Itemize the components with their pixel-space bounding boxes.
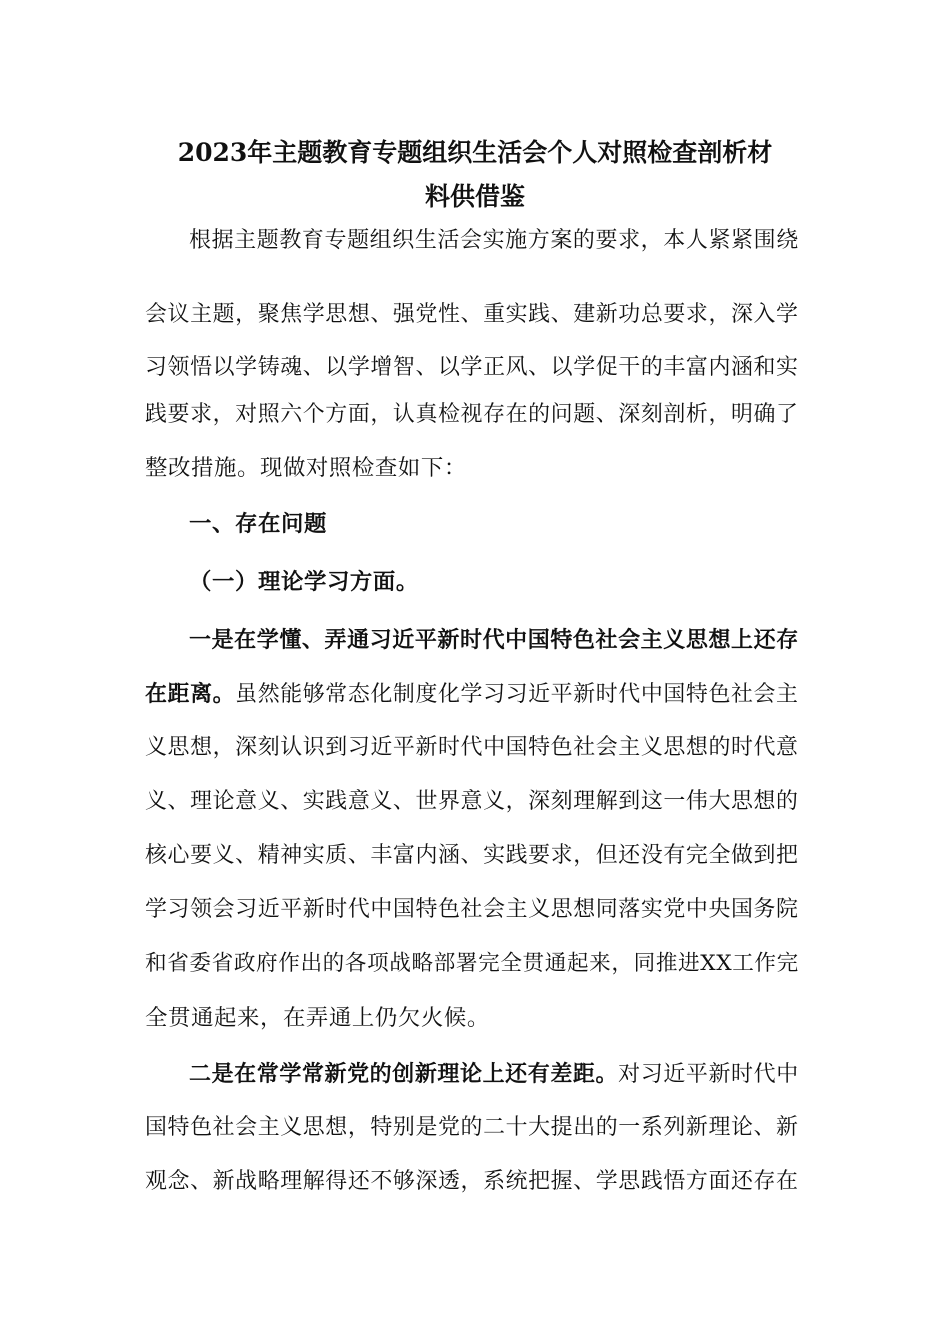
intro-line: 会议主题，聚焦学思想、强党性、重实践、建新功总要求，深入学	[145, 302, 799, 327]
point-2-line	[189, 1058, 805, 1091]
point-2-line: 观念、新战略理解得还不够深透，系统把握、学思践悟方面还存在	[145, 1169, 799, 1194]
point-2-text: 对习近平新时代中	[618, 1062, 799, 1087]
point-1-line: 义思想，深刻认识到习近平新时代中国特色社会主义思想的时代意	[145, 735, 799, 760]
point-2-line: 国特色社会主义思想，特别是党的二十大提出的一系列新理论、新	[145, 1115, 799, 1140]
section-heading: 一、存在问题	[189, 511, 327, 537]
document-title-line-2: 料供借鉴	[424, 182, 525, 211]
point-1-line: 学习领会习近平新时代中国特色社会主义思想同落实党中央国务院	[145, 897, 799, 922]
point-1-line	[145, 678, 805, 711]
point-1-line: 核心要义、精神实质、丰富内涵、实践要求，但还没有完全做到把	[145, 843, 799, 868]
point-1-heading-line: 一是在学懂、弄通习近平新时代中国特色社会主义思想上还存	[189, 627, 799, 653]
intro-line: 根据主题教育专题组织生活会实施方案的要求，本人紧紧围绕	[189, 228, 799, 253]
point-1-line: 义、理论意义、实践意义、世界意义，深刻理解到这一伟大思想的	[145, 789, 799, 814]
intro-line: 践要求，对照六个方面，认真检视存在的问题、深刻剖析，明确了	[145, 402, 799, 427]
document-title-line-1: 2023年主题教育专题组织生活会个人对照检查剖析材	[177, 138, 773, 167]
intro-line: 整改措施。现做对照检查如下：	[145, 455, 467, 481]
point-1-line: 全贯通起来，在弄通上仍欠火候。	[145, 1005, 490, 1031]
point-1-line: 和省委省政府作出的各项战略部署完全贯通起来，同推进XX工作完	[145, 951, 799, 976]
subsection-heading: （一）理论学习方面。	[189, 569, 419, 595]
point-2-heading: 二是在常学常新党的创新理论上还有差距。	[189, 1061, 619, 1087]
point-1-text: 虽然能够常态化制度化学习习近平新时代中国特色社会主	[235, 682, 799, 707]
point-1-heading-tail: 在距离。	[145, 681, 236, 707]
intro-line: 习领悟以学铸魂、以学增智、以学正风、以学促干的丰富内涵和实	[145, 355, 799, 380]
